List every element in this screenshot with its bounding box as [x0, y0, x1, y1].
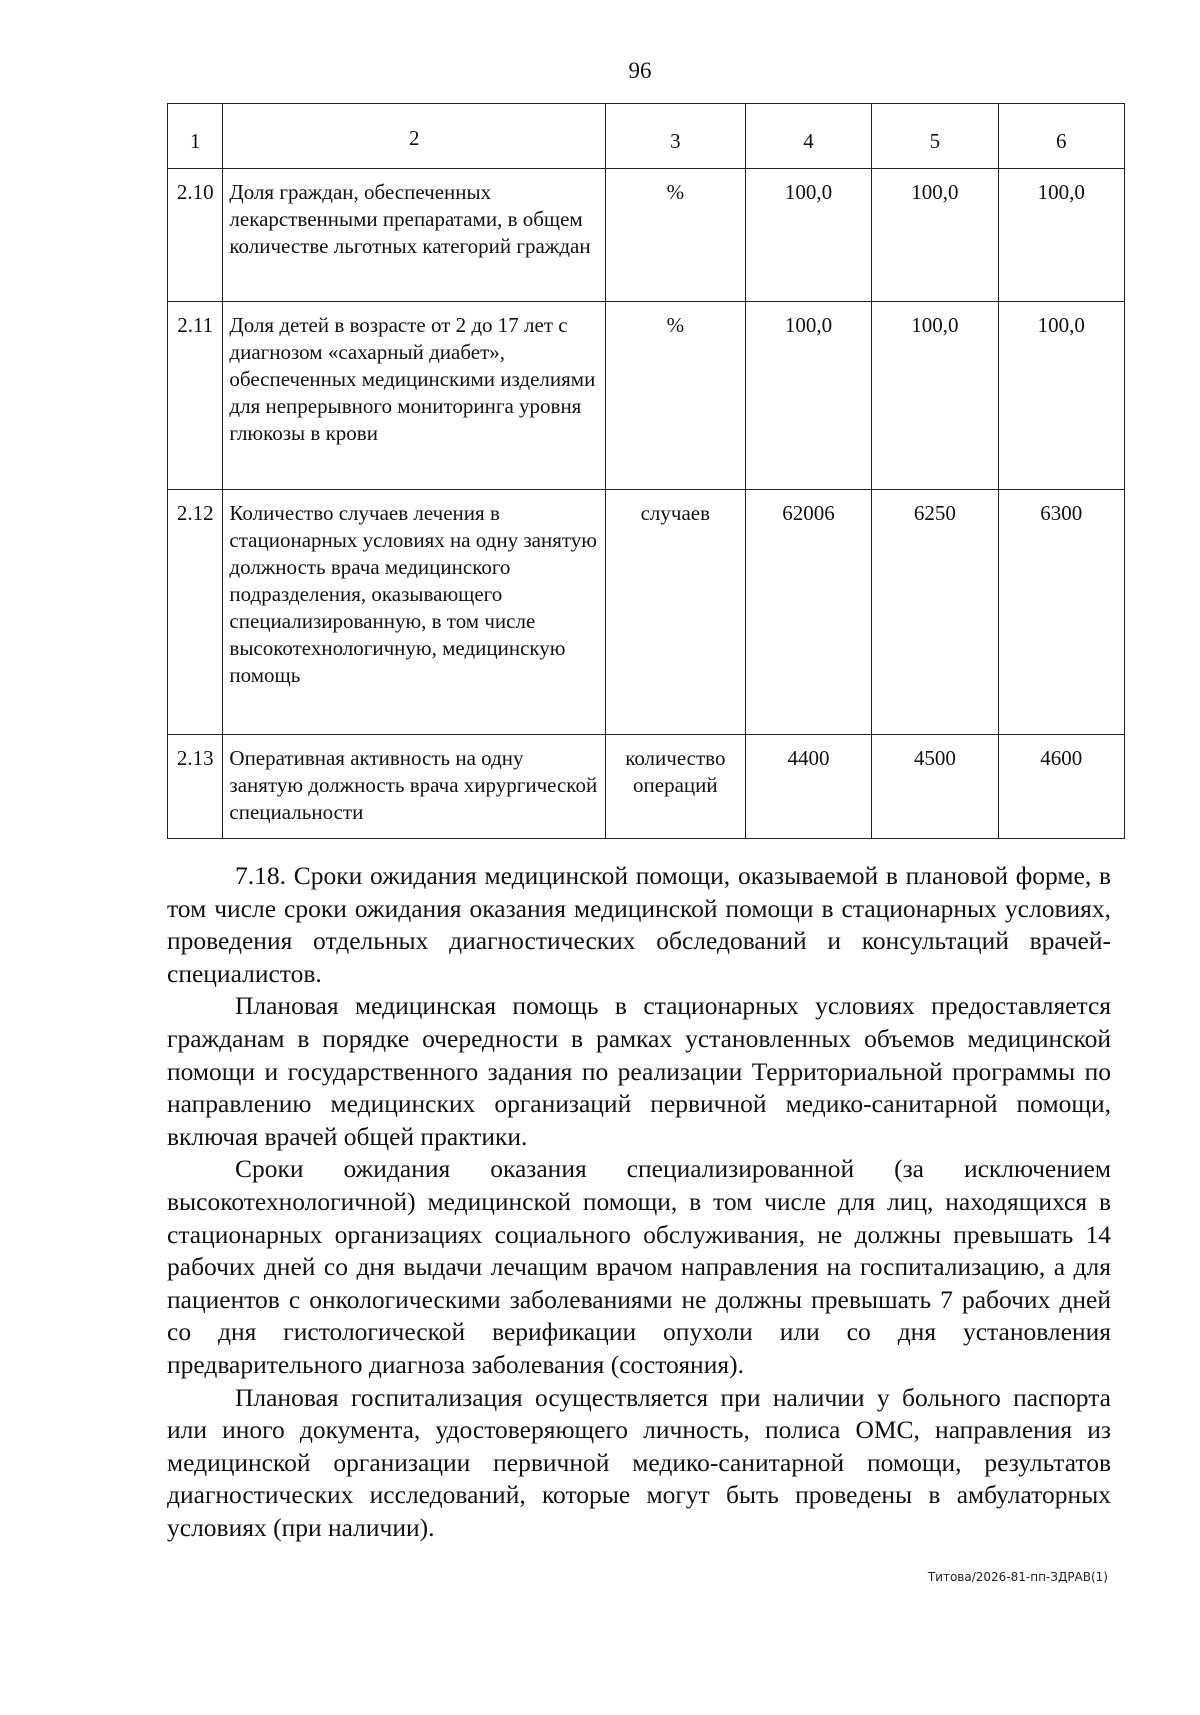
indicator-name: Доля граждан, обеспеченных лекарственными препаратами, в общем количестве льготных категорий граждан	[223, 169, 606, 302]
table-row	[168, 490, 1125, 735]
header-cell: 5	[872, 104, 998, 169]
page-number: 96	[628, 58, 652, 83]
unit-cell: %	[605, 302, 745, 490]
row-number: 2.11	[168, 302, 223, 490]
value-cell: 100,0	[745, 302, 872, 490]
value-cell: 6250	[872, 490, 998, 735]
paragraph: Плановая госпитализация осуществляется при наличии у больного паспорта или иного документа, удостоверяющего личность, полиса ОМС, направления из медицинской организации первичной медико-санитарной помощи, результатов диагностических исследований, которые могут быть проведены в амбулаторных условиях (при наличии).	[167, 1382, 1111, 1542]
indicators-table	[167, 103, 1125, 839]
table-row	[168, 735, 1125, 839]
document-code: Титова/2026-81-пп-ЗДРАВ(1)	[927, 1570, 1108, 1584]
unit-cell: %	[605, 169, 745, 302]
body-text	[167, 860, 1111, 1544]
value-cell: 100,0	[872, 169, 998, 302]
value-cell: 100,0	[745, 169, 872, 302]
value-cell: 4400	[745, 735, 872, 839]
row-number: 2.10	[168, 169, 223, 302]
value-cell: 100,0	[998, 302, 1124, 490]
table-header-row	[168, 104, 1125, 169]
value-cell: 62006	[745, 490, 872, 735]
indicator-name: Количество случаев лечения в стационарных условиях на одну занятую должность врача медицинского подразделения, оказывающего специализированную, в том числе высокотехнологичную, медицинскую помощь	[223, 490, 606, 735]
table-row	[168, 302, 1125, 490]
table-row	[168, 169, 1125, 302]
value-cell: 4600	[998, 735, 1124, 839]
header-cell: 3	[605, 104, 745, 169]
value-cell: 100,0	[872, 302, 998, 490]
indicator-name: Доля детей в возрасте от 2 до 17 лет с диагнозом «сахарный диабет», обеспеченных медицинскими изделиями для непрерывного мониторинга уровня глюкозы в крови	[223, 302, 606, 490]
value-cell: 6300	[998, 490, 1124, 735]
header-cell: 1	[168, 104, 223, 169]
header-cell: 4	[745, 104, 872, 169]
header-cell: 2	[223, 104, 606, 169]
header-cell: 6	[998, 104, 1124, 169]
unit-cell: случаев	[605, 490, 745, 735]
value-cell: 4500	[872, 735, 998, 839]
indicator-name: Оперативная активность на одну занятую должность врача хирургической специальности	[223, 735, 606, 839]
value-cell: 100,0	[998, 169, 1124, 302]
paragraph: 7.18. Сроки ожидания медицинской помощи, оказываемой в плановой форме, в том числе сроки ожидания оказания медицинской помощи в стационарных условиях, проведения отдельных диагностических обследований и консультаций врачей-специалистов.	[167, 861, 1111, 988]
paragraph: Плановая медицинская помощь в стационарных условиях предоставляется гражданам в порядке очередности в рамках установленных объемов медицинской помощи и государственного задания по реализации Территориальной программы по направлению медицинских организаций первичной медико-санитарной помощи, включая врачей общей практики.	[167, 991, 1111, 1151]
paragraph: Сроки ожидания оказания специализированной (за исключением высокотехнологичной) медицинской помощи, в том числе для лиц, находящихся в стационарных организациях социального обслуживания, не должны превышать 14 рабочих дней со дня выдачи лечащим врачом направления на госпитализацию, а для пациентов с онкологическими заболеваниями не должны превышать 7 рабочих дней со дня гистологической верификации опухоли или со дня установления предварительного диагноза заболевания (состояния).	[167, 1154, 1111, 1379]
row-number: 2.13	[168, 735, 223, 839]
row-number: 2.12	[168, 490, 223, 735]
unit-cell: количество операций	[605, 735, 745, 839]
